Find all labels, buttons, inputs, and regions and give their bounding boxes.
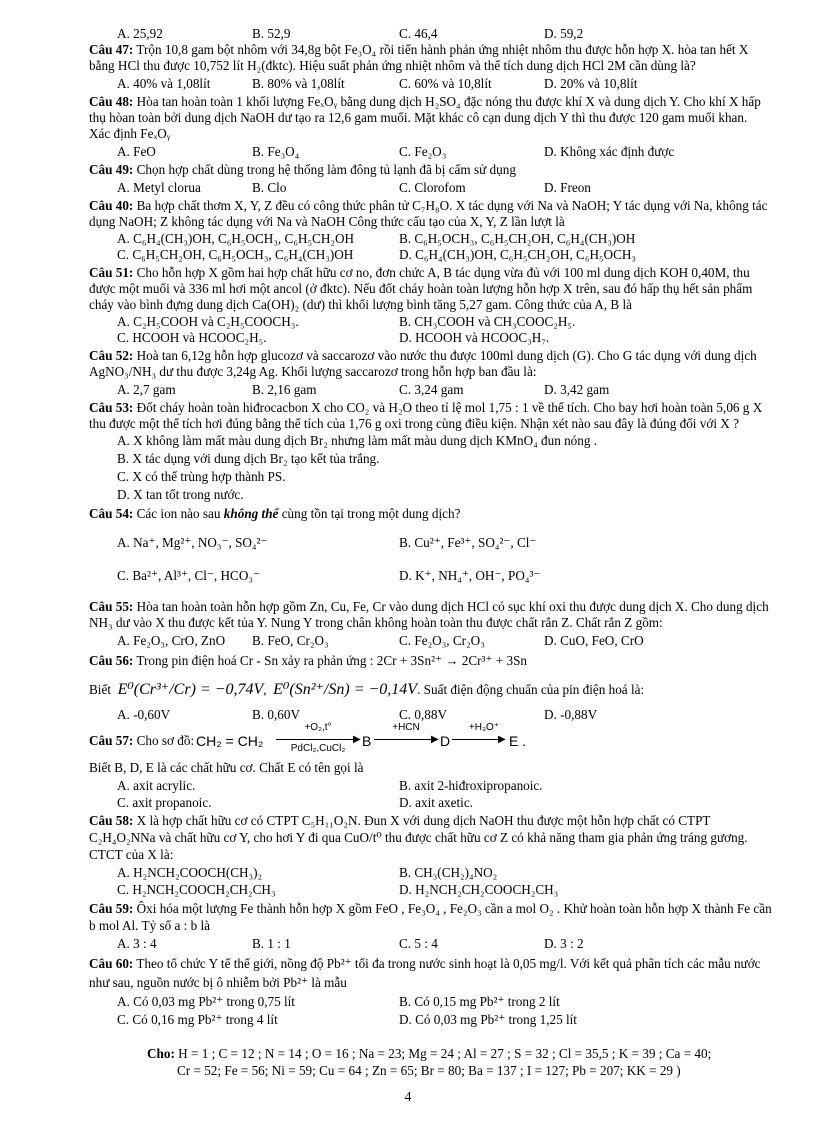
option-c: C. Fe₂O₃ <box>399 144 447 159</box>
option-a: A. Metyl clorua <box>117 180 201 195</box>
question-text: được một muối và 336 ml hơi một ancol (ở đktc). Nếu đốt cháy hoàn toàn lượng hỗn hợp X trên, sau đó hấp thụ hết sản phẩm <box>89 281 753 296</box>
option-a: A. -0,60V <box>117 707 171 722</box>
option-b: B. 1 : 1 <box>252 936 291 951</box>
question-text: Hòa tan hoàn toàn hỗn hợp gồm Zn, Cu, Fe, Cr vào dung dịch HCl có sục khí oxi thu được dung dịch X. Cho dung dịch <box>133 599 769 614</box>
question-text: Biết B, D, E là các chất hữu cơ. Chất E có tên gọi là <box>89 760 364 775</box>
option-a: A. H₂NCH₂COOCH(CH₃)₂ <box>117 865 263 880</box>
option-a: A. Fe₂O₃, CrO, ZnO <box>117 633 226 648</box>
option-a: A. C₂H₅COOH và C₂H₅COOCH₃. <box>117 314 299 329</box>
question-52 <box>89 348 757 364</box>
question-53 <box>89 400 762 416</box>
given-label: Biết <box>89 682 111 697</box>
option-c: C. 5 : 4 <box>399 936 438 951</box>
question-text: Ôxi hóa một lượng Fe thành hỗn hợp X gồm FeO , Fe₃O₄ , Fe₂O₃ cần a mol O₂ . Khử hoàn toàn hỗn hợp X thành Fe cần <box>133 901 772 916</box>
question-text: b mol Al. Tỷ số a : b là <box>89 918 211 933</box>
potential-cr: E⁰(Cr³⁺/Cr) = −0,74V <box>117 681 264 698</box>
question-text: Cho sơ đồ: <box>133 733 195 748</box>
question-47 <box>89 42 748 58</box>
emphasis-text: không thể <box>223 506 279 521</box>
potential-sn: E⁰(Sn²⁺/Sn) = −0,14V <box>273 681 418 698</box>
arrow1-line <box>276 739 356 740</box>
option-c: C. 3,24 gam <box>399 382 464 397</box>
arrow1-condition-bottom: PdCl₂,CuCl₂ <box>290 743 346 754</box>
option-a: A. 2,7 gam <box>117 382 176 397</box>
option-c: C. axit propanoic. <box>117 795 212 810</box>
question-40 <box>89 198 768 214</box>
option-d: D. Freon <box>544 180 591 195</box>
option-a: A. FeO <box>117 144 156 159</box>
question-text: thu được một thể tích hơi đúng bằng thể tích của 1,76 g oxi trong cùng điều kiện. Nhận xét nào sau đây là đúng đối với X ? <box>89 416 739 431</box>
scheme-b: B <box>362 733 372 749</box>
option-b: B. FeO, Cr₂O₃ <box>252 633 329 648</box>
question-text: Cho hỗn hợp X gồm hai hợp chất hữu cơ no, đơn chức A, B tác dụng vừa đủ với 100 ml dung dịch KOH 0,40M, thu <box>133 265 750 280</box>
option-d: D. Không xác định được <box>544 144 675 159</box>
question-text: Đốt cháy hoàn toàn hiđrocacbon X cho CO₂ và H₂O theo tỉ lệ mol 1,75 : 1 về thể tích. Cho bay hơi hoàn toàn 5,06 g X <box>133 400 763 415</box>
question-57 <box>89 733 194 749</box>
question-text: CTCT của X là: <box>89 847 174 862</box>
question-48 <box>89 94 761 110</box>
option-b: B. Clo <box>252 180 287 195</box>
question-label: Câu 55: <box>89 599 134 614</box>
option-b: B. 2,16 gam <box>252 382 317 397</box>
question-text: như sau, nguồn nước bị ô nhiễm bởi Pb²⁺ là mẫu <box>89 975 347 990</box>
option-c: C. H₂NCH₂COOCH₂CH₂CH₃ <box>117 882 276 897</box>
option-a: A. Có 0,03 mg Pb²⁺ trong 0,75 lít <box>117 994 295 1009</box>
option-c: C. C₆H₅CH₂OH, C₆H₅OCH₃, C₆H₄(CH₃)OH <box>117 247 354 262</box>
option-a: A. X không làm mất màu dung dịch Br₂ nhưng làm mất màu dung dịch KMnO₄ đun nóng . <box>117 433 598 448</box>
answer-c: C. 46,4 <box>399 26 438 41</box>
question-text: Hòa tan hoàn toàn 1 khối lượng FeₓOᵧ bằng dung dịch H₂SO₄ đặc nóng thu được khí X và dung dịch Y. Cho khí X hấp <box>133 94 761 109</box>
arrow3-condition-top: +H₃O⁺ <box>468 722 500 733</box>
question-text: Xác định FeₓOᵧ <box>89 126 171 141</box>
question-51 <box>89 265 750 281</box>
question-56 <box>89 653 527 669</box>
option-d: D. X tan tốt trong nước. <box>117 487 244 502</box>
question-55 <box>89 599 769 615</box>
option-a: A. Na⁺, Mg²⁺, NO₃⁻, SO₄²⁻ <box>117 535 268 550</box>
arrow2-head: ▶ <box>431 734 439 745</box>
question-text: cùng tồn tại trong một dung dịch? <box>278 506 461 521</box>
question-label: Câu 60: <box>89 956 134 971</box>
arrow2-condition-top: +HCN <box>392 722 420 733</box>
option-b: B. CH₃(CH₂)₄NO₂ <box>399 865 498 880</box>
question-text: Trộn 10,8 gam bột nhôm với 34,8g bột Fe₃O₄ rồi tiến hành phản ứng nhiệt nhôm thu được hỗn hợp X. hòa tan hết X <box>133 42 749 57</box>
arrow1-head: ▶ <box>353 734 361 745</box>
option-d: D. CuO, FeO, CrO <box>544 633 644 648</box>
question-label: Câu 47: <box>89 42 134 57</box>
footer-line: H = 1 ; C = 12 ; N = 14 ; O = 16 ; Na = 23; Mg = 24 ; Al = 27 ; S = 32 ; Cl = 35,5 ; K = 39 ; Ca = 40; <box>174 1046 712 1061</box>
option-c: C. 60% và 10,8lít <box>399 76 492 91</box>
question-text: Chọn hợp chất dùng trong hệ thống làm đông tủ lạnh đã bị cấm sử dụng <box>133 162 516 177</box>
question-text: Hoà tan 6,12g hỗn hợp glucozơ và saccarozơ vào nước thu được 100ml dung dịch (G). Cho G tác dụng với dung dịch <box>133 348 757 363</box>
question-label: Câu 51: <box>89 265 134 280</box>
question-label: Câu 49: <box>89 162 134 177</box>
question-59 <box>89 901 772 917</box>
option-c: C. X có thể trùng hợp thành PS. <box>117 469 286 484</box>
option-d: D. -0,88V <box>544 707 598 722</box>
footer-label: Cho: <box>147 1046 175 1061</box>
question-text: Các ion nào sau <box>133 506 224 521</box>
option-c: C. 0,88V <box>399 707 447 722</box>
option-c: C. Ba²⁺, Al³⁺, Cl⁻, HCO₃⁻ <box>117 568 260 583</box>
answer-a: A. 25,92 <box>117 26 163 41</box>
option-a: A. axit acrylic. <box>117 778 196 793</box>
option-d: D. axit axetic. <box>399 795 473 810</box>
scheme-e: E . <box>509 733 527 749</box>
option-b: B. 0,60V <box>252 707 300 722</box>
answer-b: B. 52,9 <box>252 26 291 41</box>
question-49 <box>89 162 516 178</box>
scheme-start: CH₂ = CH₂ <box>196 733 264 749</box>
question-60 <box>89 956 761 972</box>
option-d: D. 3 : 2 <box>544 936 584 951</box>
question-text: C₂H₄O₂NNa và chất hữu cơ Y, cho hơi Y đi qua CuO/t⁰ thu được chất hữu cơ Z có khả năng tham gia phản ứng tráng gương. <box>89 830 748 845</box>
option-c: C. HCOOH và HCOOC₂H₅. <box>117 330 267 345</box>
question-54 <box>89 506 460 522</box>
option-d: D. H₂NCH₂CH₂COOCH₂CH₃ <box>399 882 559 897</box>
question-label: Câu 57: <box>89 733 134 748</box>
option-b: B. X tác dụng với dung dịch Br₂ tạo kết tủa trắng. <box>117 451 380 466</box>
option-b: B. Cu²⁺, Fe³⁺, SO₄²⁻, Cl⁻ <box>399 535 537 550</box>
option-b: B. C₆H₅OCH₃, C₆H₅CH₂OH, C₆H₄(CH₃)OH <box>399 231 636 246</box>
question-label: Câu 40: <box>89 198 134 213</box>
question-text: Theo tổ chức Y tế thế giới, nồng độ Pb²⁺ tối đa trong nước sinh hoạt là 0,05 mg/l. Với kết quả phân tích các mẫu nước <box>133 956 761 971</box>
question-text: cháy vào bình đựng dung dịch Ca(OH)₂ (dư) thì khối lượng bình tăng 5,27 gam. Công thức của A, B là <box>89 297 633 312</box>
option-d: D. 3,42 gam <box>544 382 610 397</box>
option-d: D. K⁺, NH₄⁺, OH⁻, PO₄³⁻ <box>399 568 541 583</box>
option-b: B. CH₃COOH và CH₃COOC₂H₅. <box>399 314 576 329</box>
footer-line: Cr = 52; Fe = 56; Ni = 59; Cu = 64 ; Zn = 65; Br = 80; Ba = 137 ; I = 127; Pb = 207; KK = 29 ) <box>177 1063 681 1078</box>
question-label: Câu 59: <box>89 901 134 916</box>
option-b: B. 80% và 1,08lít <box>252 76 345 91</box>
question-text: AgNO₃/NH₃ dư thu được 3,24g Ag. Khối lượng saccarozơ trong hỗn hợp ban đầu là: <box>89 364 537 379</box>
question-text: . Suất điện động chuẩn của pin điện hoá là: <box>417 682 645 697</box>
arrow1-condition-top: +O₂,t° <box>304 722 332 733</box>
option-b: B. Có 0,15 mg Pb²⁺ trong 2 lít <box>399 994 560 1009</box>
question-label: Câu 54: <box>89 506 134 521</box>
question-text: NH₃ dư vào X thu được kết tủa Y. Nung Y trong chân không hoàn toàn thu được chất rắn Z. Chất rắn Z gồm: <box>89 615 663 630</box>
option-a: A. 40% và 1,08lít <box>117 76 211 91</box>
option-d: D. Có 0,03 mg Pb²⁺ trong 1,25 lít <box>399 1012 577 1027</box>
question-text: X là hợp chất hữu cơ có CTPT C₅H₁₁O₂N. Đun X với dung dịch NaOH thu được một hỗn hợp chất có CTPT <box>133 813 711 828</box>
reaction-scheme <box>196 722 506 758</box>
page-number: 4 <box>404 1090 412 1105</box>
option-c: C. Fe₂O₃, Cr₂O₃ <box>399 633 485 648</box>
option-a: A. C₆H₄(CH₃)OH, C₆H₅OCH₃, C₆H₅CH₂OH <box>117 231 355 246</box>
option-b: B. Fe₃O₄ <box>252 144 300 159</box>
question-text: Ba hợp chất thơm X, Y, Z đều có công thức phân tử C₇H₈O. X tác dụng với Na và NaOH; Y tác dụng với Na, không tác <box>133 198 768 213</box>
given-potentials: Biết E⁰(Cr³⁺/Cr) = −0,74V, E⁰(Sn²⁺/Sn) = −0,14V. Suất điện động chuẩn của pin điện hoá là: <box>89 681 645 698</box>
question-label: Câu 58: <box>89 813 134 828</box>
arrow3-head: ▶ <box>498 734 506 745</box>
question-text: dụng NaOH; Z không tác dụng với Na và NaOH Công thức cấu tạo của X, Y, Z lần lượt là <box>89 214 565 229</box>
question-text: Trong pin điện hoá Cr - Sn xảy ra phản ứng : 2Cr + 3Sn²⁺ → 2Cr³⁺ + 3Sn <box>133 653 528 668</box>
arrow3-line <box>452 739 502 740</box>
atomic-masses <box>147 1046 711 1062</box>
question-label: Câu 56: <box>89 653 134 668</box>
option-d: D. C₆H₄(CH₃)OH, C₆H₅CH₂OH, C₆H₅OCH₃ <box>399 247 637 262</box>
question-text: thụ hòan toàn bởi dung dịch NaOH dư tạo ra 12,6 gam muối. Mặt khác cô cạn dung dịch Y thì thu được 120 gam muối khan. <box>89 110 748 125</box>
question-label: Câu 52: <box>89 348 134 363</box>
question-label: Câu 53: <box>89 400 134 415</box>
arrow2-line <box>374 739 434 740</box>
scheme-d: D <box>440 733 451 749</box>
question-58 <box>89 813 711 829</box>
option-d: D. HCOOH và HCOOC₃H₇. <box>399 330 550 345</box>
option-c: C. Clorofom <box>399 180 466 195</box>
option-c: C. Có 0,16 mg Pb²⁺ trong 4 lít <box>117 1012 278 1027</box>
option-d: D. 20% và 10,8lít <box>544 76 638 91</box>
option-a: A. 3 : 4 <box>117 936 157 951</box>
answer-d: D. 59,2 <box>544 26 584 41</box>
question-label: Câu 48: <box>89 94 134 109</box>
question-text: bằng HCl thu được 10,752 lít H₂(đktc). Hiệu suất phản ứng nhiệt nhôm và thể tích dung dịch HCl 2M cần dùng là? <box>89 58 696 73</box>
option-b: B. axit 2-hiđroxipropanoic. <box>399 778 543 793</box>
